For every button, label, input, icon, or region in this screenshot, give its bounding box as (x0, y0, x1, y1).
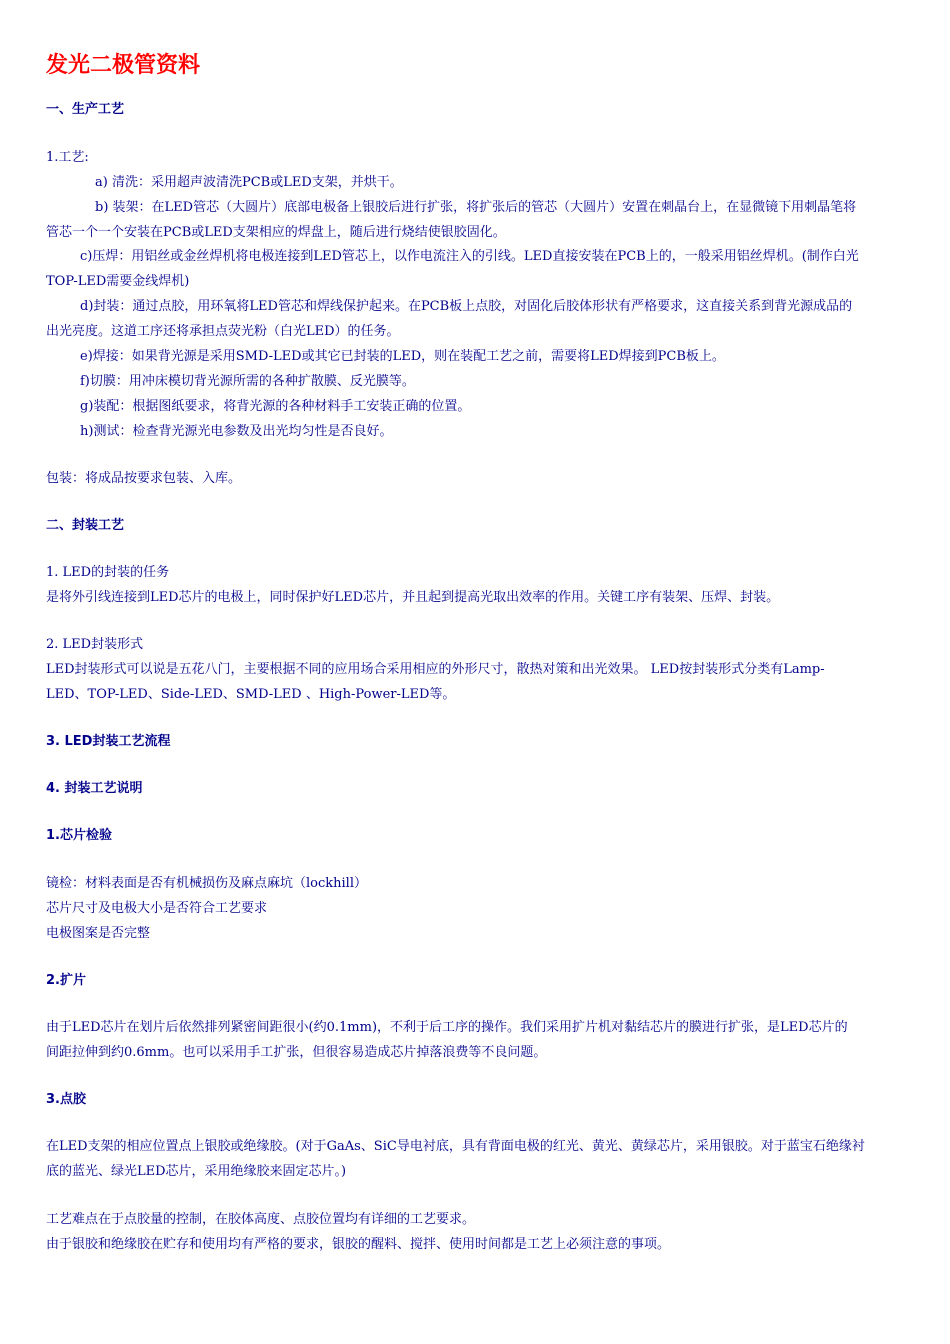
subsection-title-description: 4. 封装工艺说明 (46, 781, 143, 796)
dispensing-line-2: 底的蓝光、绿光LED芯片，采用绝缘胶来固定芯片。) (46, 1164, 347, 1179)
step-c-line-1: c)压焊：用铝丝或金丝焊机将电极连接到LED管芯上，以作电流注入的引线。LED直接安装在PCB上的，一般采用铝丝焊机。(制作白光 (80, 249, 859, 264)
dispensing-line-3: 工艺难点在于点胶量的控制，在胶体高度、点胶位置均有详细的工艺要求。 (46, 1212, 476, 1227)
step-d-line-1: d)封装：通过点胶，用环氧将LED管芯和焊线保护起来。在PCB板上点胶，对固化后胶体形状有严格要求，这直接关系到背光源成品的 (80, 299, 853, 314)
chip-inspection-line-3: 电极图案是否完整 (46, 926, 151, 941)
subsection-title-form: 2. LED封装形式 (46, 637, 144, 652)
step-c-line-2: TOP-LED需要金线焊机) (46, 274, 190, 289)
subsection-body-form-line-1: LED封装形式可以说是五花八门，主要根据不同的应用场合采用相应的外形尺寸，散热对策和出光效果。 LED按封装形式分类有Lamp- (46, 662, 825, 677)
expansion-line-2: 间距拉伸到约0.6mm。也可以采用手工扩张，但很容易造成芯片掉落浪费等不良问题。 (46, 1045, 547, 1060)
process-label: 1.工艺: (46, 150, 89, 165)
step-e: e)焊接：如果背光源是采用SMD-LED或其它已封装的LED，则在装配工艺之前，需要将LED焊接到PCB板上。 (80, 349, 725, 364)
expansion-title: 2.扩片 (46, 973, 86, 988)
dispensing-title: 3.点胶 (46, 1092, 86, 1107)
subsection-title-flow: 3. LED封装工艺流程 (46, 734, 171, 749)
chip-inspection-line-1: 镜检：材料表面是否有机械损伤及麻点麻坑（lockhill） (46, 876, 367, 891)
dispensing-line-1: 在LED支架的相应位置点上银胶或绝缘胶。(对于GaAs、SiC导电衬底，具有背面电极的红光、黄光、黄绿芯片，采用银胶。对于蓝宝石绝缘衬 (46, 1139, 865, 1154)
step-b-line-2: 管芯一个一个安装在PCB或LED支架相应的焊盘上，随后进行烧结使银胶固化。 (46, 225, 506, 240)
document-title: 发光二极管资料 (46, 53, 201, 78)
chip-inspection-title: 1.芯片检验 (46, 828, 112, 843)
step-a: a) 清洗：采用超声波清洗PCB或LED支架，并烘干。 (95, 175, 403, 190)
subsection-title-task: 1. LED的封装的任务 (46, 565, 170, 580)
packing-text: 包装：将成品按要求包装、入库。 (46, 471, 242, 486)
step-h: h)测试：检查背光源光电参数及出光均匀性是否良好。 (80, 424, 393, 439)
subsection-body-task: 是将外引线连接到LED芯片的电极上，同时保护好LED芯片，并且起到提高光取出效率的作用。关键工序有装架、压焊、封装。 (46, 590, 780, 605)
chip-inspection-line-2: 芯片尺寸及电极大小是否符合工艺要求 (46, 901, 268, 916)
step-f: f)切膜：用冲床模切背光源所需的各种扩散膜、反光膜等。 (80, 374, 415, 389)
section-heading-packaging: 二、封装工艺 (46, 518, 125, 533)
step-d-line-2: 出光亮度。这道工序还将承担点荧光粉（白光LED）的任务。 (46, 324, 400, 339)
step-g: g)装配：根据图纸要求，将背光源的各种材料手工安装正确的位置。 (80, 399, 471, 414)
dispensing-line-4: 由于银胶和绝缘胶在贮存和使用均有严格的要求，银胶的醒料、搅拌、使用时间都是工艺上必须注意的事项。 (46, 1237, 671, 1252)
expansion-line-1: 由于LED芯片在划片后依然排列紧密间距很小(约0.1mm)，不利于后工序的操作。我们采用扩片机对黏结芯片的膜进行扩张，是LED芯片的 (46, 1020, 848, 1035)
subsection-body-form-line-2: LED、TOP-LED、Side-LED、SMD-LED 、High-Power-LED等。 (46, 687, 456, 702)
step-b-line-1: b) 装架：在LED管芯（大圆片）底部电极备上银胶后进行扩张，将扩张后的管芯（大圆片）安置在刺晶台上，在显微镜下用刺晶笔将 (95, 200, 857, 215)
section-heading-production: 一、生产工艺 (46, 102, 125, 117)
